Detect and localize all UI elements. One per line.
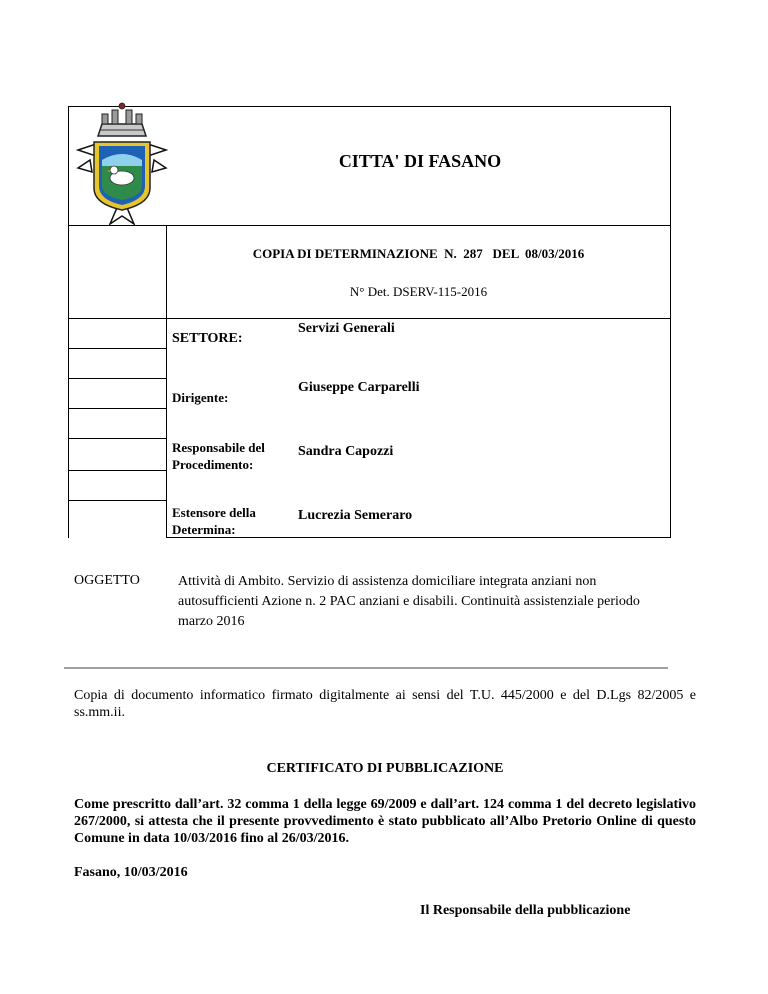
copy-notice: Copia di documento informatico firmato digitalmente ai sensi del T.U. 445/2000 e del D.Lgs 82/2005 e ss.mm.ii. [74, 688, 696, 720]
place-date: Fasano, 10/03/2016 [74, 865, 188, 880]
oggetto-text: Attività di Ambito. Servizio di assistenza domiciliare integrata anziani non autosufficienti Azione n. 2 PAC anziani e disabili. Continuità assistenziale periodo marzo 2016 [178, 574, 640, 629]
table-border-left [68, 106, 69, 538]
settore-label: SETTORE: [172, 331, 243, 346]
determination-title: COPIA DI DETERMINAZIONE N. 287 DEL 08/03/2016 [252, 246, 585, 261]
left-box-line [68, 318, 167, 319]
coat-of-arms-emblem [72, 100, 172, 228]
estensore-label: Estensore della Determina: [172, 505, 256, 537]
oggetto-label: OGGETTO [74, 573, 140, 588]
city-title: CITTA' DI FASANO [338, 151, 502, 171]
table-divider-det [166, 318, 671, 319]
left-box-line [68, 438, 167, 439]
dirigente-value: Giuseppe Carparelli [298, 380, 420, 395]
left-box-line [68, 348, 167, 349]
certificate-body: Come prescritto dall’art. 32 comma 1 della legge 69/2009 e dall’art. 124 comma 1 del decreto legislativo 267/2000, si attesta che il presente provvedimento è stato pubblicato all’Albo Pretorio Online di questo Comune in data 10/03/2016 fino al 26/03/2016. [74, 797, 696, 846]
responsabile-value: Sandra Capozzi [298, 444, 394, 459]
signatory-title: Il Responsabile della pubblicazione [420, 903, 631, 918]
left-box-line [68, 470, 167, 471]
determination-number: N° Det. DSERV-115-2016 [349, 284, 488, 299]
certificate-title: CERTIFICATO DI PUBBLICAZIONE [266, 761, 504, 776]
settore-value: Servizi Generali [298, 321, 395, 336]
responsabile-label: Responsabile del Procedimento: [172, 440, 265, 472]
table-border-right [670, 106, 671, 538]
dirigente-label: Dirigente: [172, 390, 229, 405]
estensore-value: Lucrezia Semeraro [298, 508, 413, 523]
table-divider-vertical [166, 225, 167, 538]
left-box-line [68, 500, 167, 501]
separator-line [64, 667, 668, 669]
left-box-line [68, 378, 167, 379]
left-box-line [68, 408, 167, 409]
